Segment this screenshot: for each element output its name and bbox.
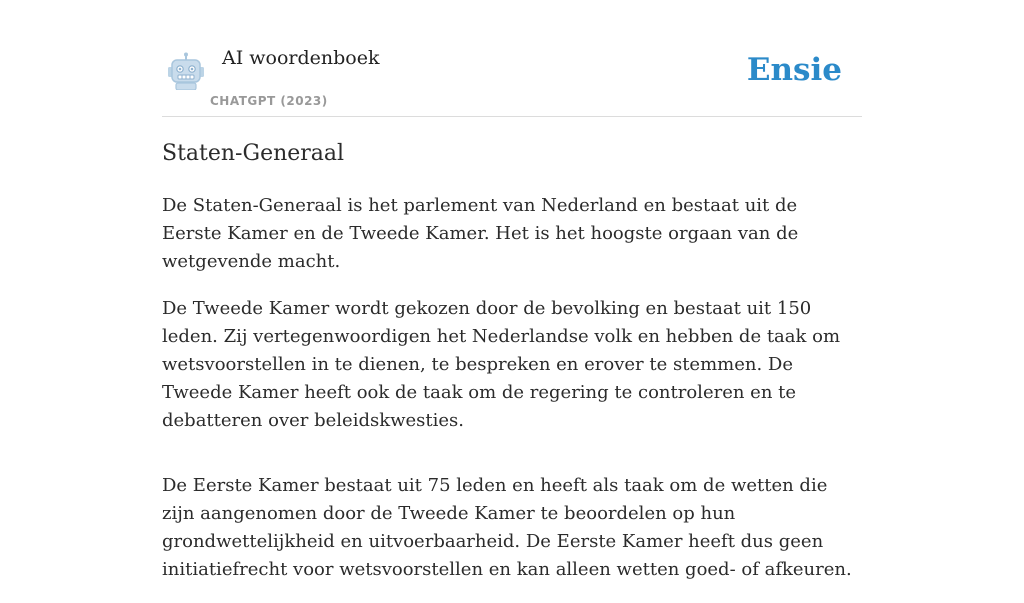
definition-paragraph: De Tweede Kamer wordt gekozen door de bevolking en bestaat uit 150 leden. Zij vertegenwoordigen het Nederlandse volk en hebben de taak om wetsvoorstellen in te dienen, te bespreken en erover te stemmen. De Tweede Kamer heeft ook de taak om de regering te controleren en te debatteren over beleidskwesties. <box>162 298 841 431</box>
entry-header <box>162 0 862 117</box>
source-title: AI woordenboek <box>222 47 380 69</box>
definition-body <box>162 192 862 603</box>
definition-paragraph: De Staten-Generaal is het parlement van Nederland en bestaat uit de Eerste Kamer en de Tweede Kamer. Het is het hoogste orgaan van de wetgevende macht. <box>162 195 799 272</box>
source-meta: CHATGPT (2023) <box>210 94 328 108</box>
brand-logo-link[interactable]: Ensie <box>746 52 842 88</box>
definition-paragraph: De Eerste Kamer bestaat uit 75 leden en heeft als taak om de wetten die zijn aangenomen door de Tweede Kamer te beoordelen op hun grondwettelijkheid en uitvoerbaarheid. De Eerste Kamer heeft dus geen initiatiefrecht voor wetsvoorstellen en kan alleen wetten goed- of afkeuren. <box>162 475 852 580</box>
robot-icon <box>166 52 206 90</box>
entry-page <box>162 0 862 580</box>
page-title: Staten-Generaal <box>162 141 345 166</box>
